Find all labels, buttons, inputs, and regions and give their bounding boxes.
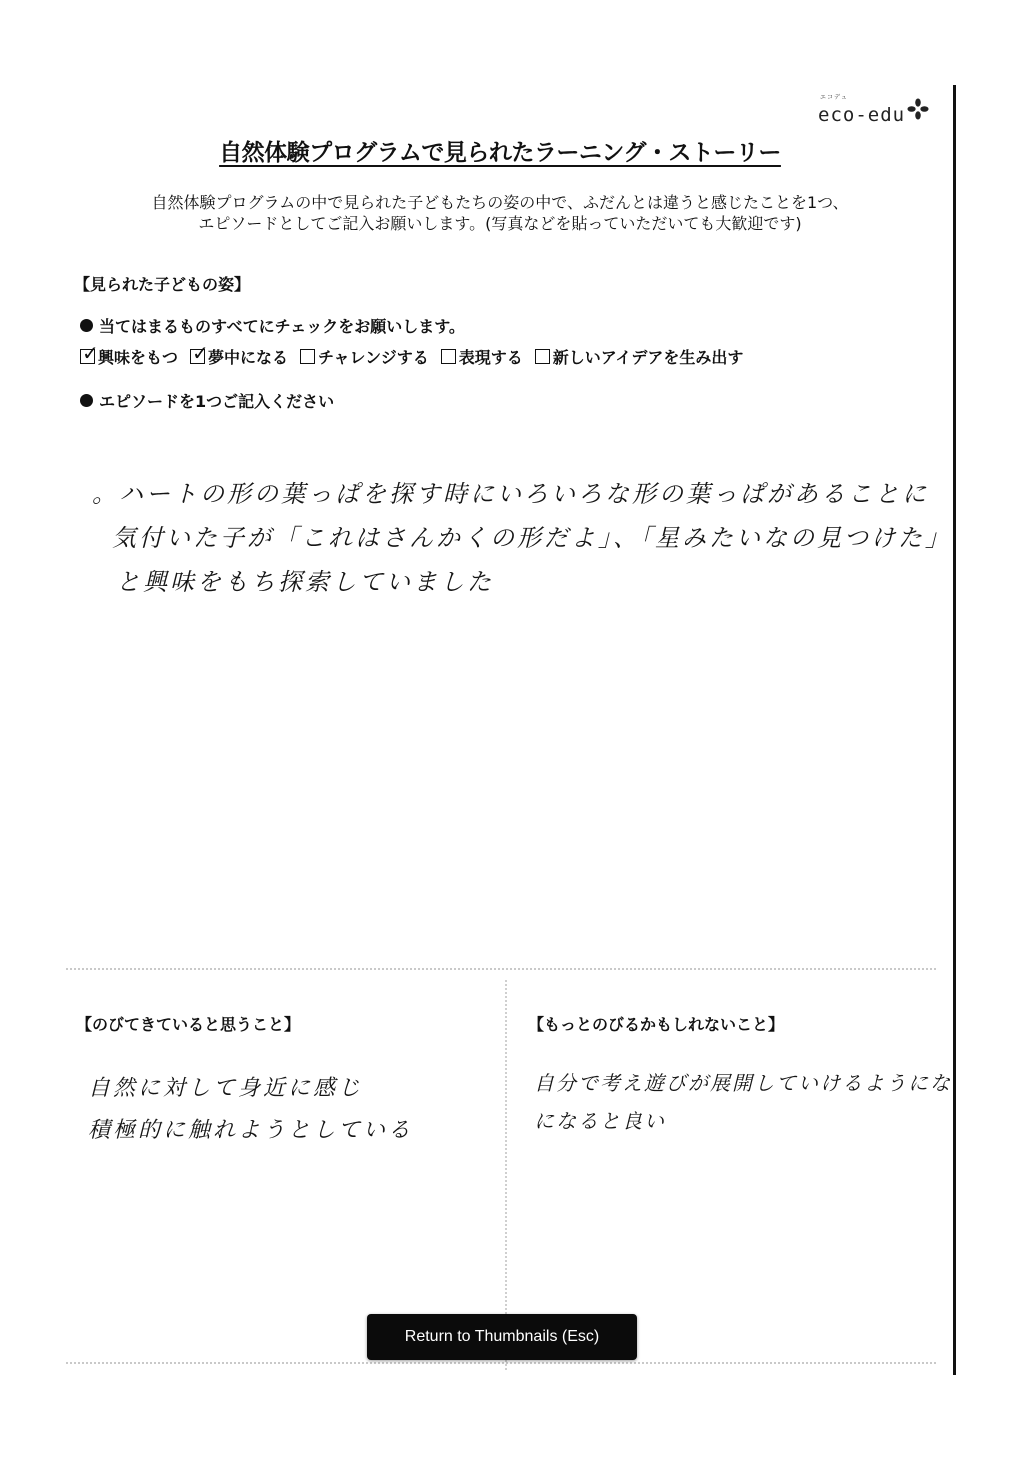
checkbox-interest[interactable]	[80, 341, 179, 368]
logo-ruby: エコデュ	[820, 94, 848, 101]
bullet-icon	[80, 394, 93, 407]
check-mark-icon: ✓	[192, 341, 209, 365]
growing-line-1: 自然に対して身近に感じ	[88, 1076, 364, 1101]
bottom-divider	[66, 1362, 936, 1364]
episode-line-3: と興味をもち探索していました	[116, 568, 494, 596]
page-title-text: 自然体験プログラムで見られたラーニング・ストーリー	[219, 140, 781, 166]
checkbox-label: 新しいアイデアを生み出す	[552, 348, 744, 367]
right-edge-rule	[953, 85, 956, 1375]
flower-icon	[907, 98, 929, 120]
potential-line-1: 自分で考え遊びが展開していけるようにな	[534, 1071, 952, 1095]
potential-heading: 【もっとのびるかもしれないこと】	[528, 1015, 785, 1034]
section-divider	[66, 968, 936, 970]
checkbox-box[interactable]	[190, 341, 209, 365]
check-instruction	[80, 314, 465, 337]
return-to-thumbnails-button[interactable]: Return to Thumbnails (Esc)	[367, 1314, 637, 1360]
logo-text: eco-edu	[818, 104, 906, 126]
growing-line-2: 積極的に触れようとしている	[88, 1118, 414, 1143]
checkbox-label: 興味をもつ	[98, 348, 179, 367]
episode-prompt-text: エピソードを1つご記入ください	[99, 392, 335, 411]
checkbox-new-ideas[interactable]	[535, 345, 744, 368]
observed-heading: 【見られた子どもの姿】	[74, 275, 251, 294]
checkbox-group	[80, 341, 755, 368]
episode-handwriting	[92, 472, 952, 604]
episode-line-2: 気付いた子が「これはさんかくの形だよ」、「星みたいなの見つけた」	[112, 524, 952, 552]
potential-handwriting	[534, 1064, 952, 1140]
checkbox-box[interactable]	[441, 349, 456, 364]
check-instruction-text: 当てはまるものすべてにチェックをお願いします。	[99, 317, 465, 336]
growing-handwriting	[88, 1068, 413, 1152]
intro-text	[60, 192, 940, 234]
checkbox-express[interactable]	[441, 345, 523, 368]
checkbox-box[interactable]	[80, 341, 99, 365]
eco-edu-logo	[818, 94, 929, 126]
episode-line-1: 。ハートの形の葉っぱを探す時にいろいろな形の葉っぱがあることに	[92, 480, 929, 508]
checkbox-box[interactable]	[300, 349, 315, 364]
checkbox-label: 夢中になる	[208, 348, 289, 367]
check-mark-icon: ✓	[82, 341, 99, 365]
checkbox-label: チャレンジする	[318, 348, 429, 367]
checkbox-box[interactable]	[535, 349, 550, 364]
column-divider	[505, 980, 507, 1370]
bullet-icon	[80, 319, 93, 332]
checkbox-label: 表現する	[458, 348, 523, 367]
page-title	[0, 134, 1000, 167]
growing-heading: 【のびてきていると思うこと】	[76, 1015, 301, 1034]
checkbox-challenge[interactable]	[300, 345, 429, 368]
intro-line-2: エピソードとしてご記入お願いします。(写真などを貼っていただいても大歓迎です)	[198, 214, 802, 233]
potential-line-2: になると良い	[534, 1109, 666, 1133]
episode-prompt	[80, 389, 334, 412]
checkbox-absorbed[interactable]	[190, 341, 289, 368]
intro-line-1: 自然体験プログラムの中で見られた子どもたちの姿の中で、ふだんとは違うと感じたことを1つ、	[151, 193, 849, 212]
